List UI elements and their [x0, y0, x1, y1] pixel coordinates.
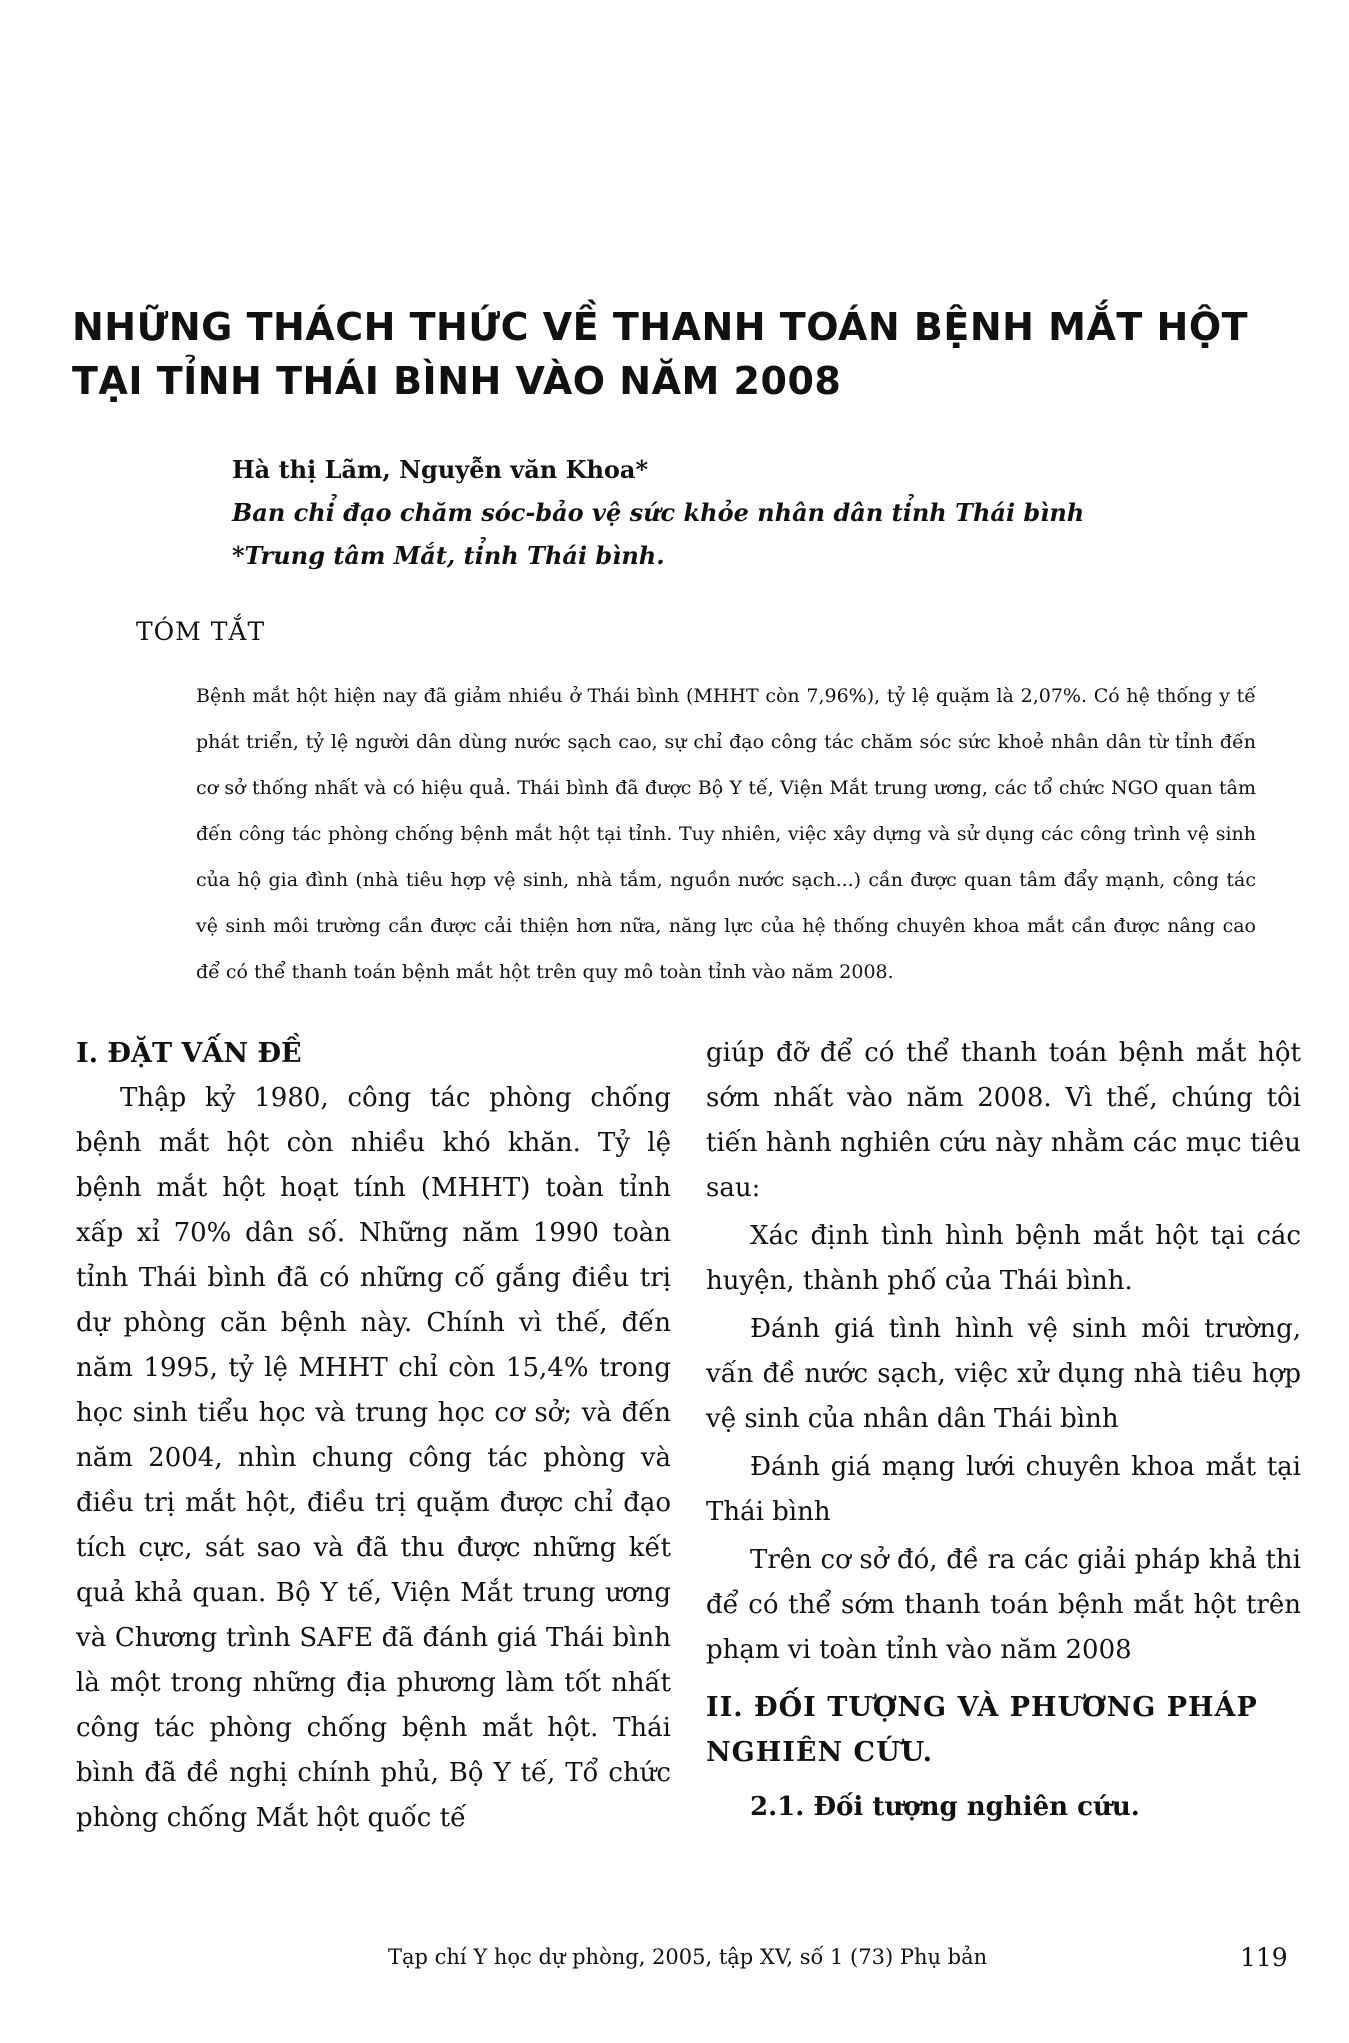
objective-3: Đánh giá mạng lưới chuyên khoa mắt tại Thái bình — [706, 1452, 1301, 1527]
journal-citation: Tạp chí Y học dự phòng, 2005, tập XV, số 1 (73) Phụ bản — [388, 1945, 988, 1969]
paper-title — [72, 300, 1252, 408]
section-1-paragraph: Thập kỷ 1980, công tác phòng chống bệnh mắt hột còn nhiều khó khăn. Tỷ lệ bệnh mắt hột hoạt tính (MHHT) toàn tỉnh xấp xỉ 70% dân số. Những năm 1990 toàn tỉnh Thái bình đã có những cố gắng điều trị dự phòng căn bệnh này. Chính vì thế, đến năm 1995, tỷ lệ MHHT chỉ còn 15,4% trong học sinh tiểu học và trung học cơ sở; và đến năm 2004, nhìn chung công tác phòng và điều trị mắt hột, điều trị quặm được chỉ đạo tích cực, sát sao và đã thu được những kết quả khả quan. Bộ Y tế, Viện Mắt trung ương và Chương trình SAFE đã đánh giá Thái bình là một trong những địa phương làm tốt nhất công tác phòng chống bệnh mắt hột. Thái bình đã đề nghị chính phủ, Bộ Y tế, Tổ chức phòng chống Mắt hột quốc tế — [76, 1083, 671, 1833]
title-line-2: TẠI TỈNH THÁI BÌNH VÀO NĂM 2008 — [72, 359, 842, 403]
summary-heading: TÓM TẮT — [136, 617, 266, 646]
section-1-heading: I. ĐẶT VẤN ĐỀ — [76, 1038, 302, 1069]
objective-4: Trên cơ sở đó, đề ra các giải pháp khả thi để có thể sớm thanh toán bệnh mắt hột trên phạm vi toàn tỉnh vào năm 2008 — [706, 1545, 1301, 1665]
objective-1: Xác định tình hình bệnh mắt hột tại các huyện, thành phố của Thái bình. — [706, 1221, 1301, 1296]
summary-text: Bệnh mắt hột hiện nay đã giảm nhiều ở Thái bình (MHHT còn 7,96%), tỷ lệ quặm là 2,07%. Có hệ thống y tế phát triển, tỷ lệ người dân dùng nước sạch cao, sự chỉ đạo công tác chăm sóc sức khoẻ nhân dân từ tỉnh đến cơ sở thống nhất và có hiệu quả. Thái bình đã được Bộ Y tế, Viện Mắt trung ương, các tổ chức NGO quan tâm đến công tác phòng chống bệnh mắt hột tại tỉnh. Tuy nhiên, việc xây dựng và sử dụng các công trình vệ sinh của hộ gia đình (nhà tiêu hợp vệ sinh, nhà tắm, nguồn nước sạch...) cần được quan tâm đẩy mạnh, công tác vệ sinh môi trường cần được cải thiện hơn nữa, năng lực của hệ thống chuyên khoa mắt cần được nâng cao để có thể thanh toán bệnh mắt hột trên quy mô toàn tỉnh vào năm 2008. — [196, 685, 1256, 983]
subsection-2-1-heading: 2.1. Đối tượng nghiên cứu. — [750, 1792, 1140, 1822]
section-2-heading: II. ĐỐI TƯỢNG VÀ PHƯƠNG PHÁP NGHIÊN CỨU. — [706, 1692, 1258, 1768]
section-1-paragraph-continued: giúp đỡ để có thể thanh toán bệnh mắt hột sớm nhất vào năm 2008. Vì thế, chúng tôi tiến hành nghiên cứu này nhằm các mục tiêu sau: — [706, 1038, 1301, 1203]
author-names: Hà thị Lãm, Nguyễn văn Khoa* — [232, 455, 649, 484]
author-block — [232, 448, 1232, 577]
page-number: 119 — [1240, 1943, 1288, 1972]
right-column — [706, 1031, 1301, 1830]
title-line-1: NHỮNG THÁCH THỨC VỀ THANH TOÁN BỆNH MẮT HỘT — [72, 305, 1249, 349]
objective-2: Đánh giá tình hình vệ sinh môi trường, vấn đề nước sạch, việc xử dụng nhà tiêu hợp vệ sinh của nhân dân Thái bình — [706, 1314, 1301, 1434]
affiliation-2: *Trung tâm Mắt, tỉnh Thái bình. — [232, 541, 665, 570]
affiliation-1: Ban chỉ đạo chăm sóc-bảo vệ sức khỏe nhân dân tỉnh Thái bình — [232, 498, 1085, 527]
left-column — [76, 1031, 671, 1841]
